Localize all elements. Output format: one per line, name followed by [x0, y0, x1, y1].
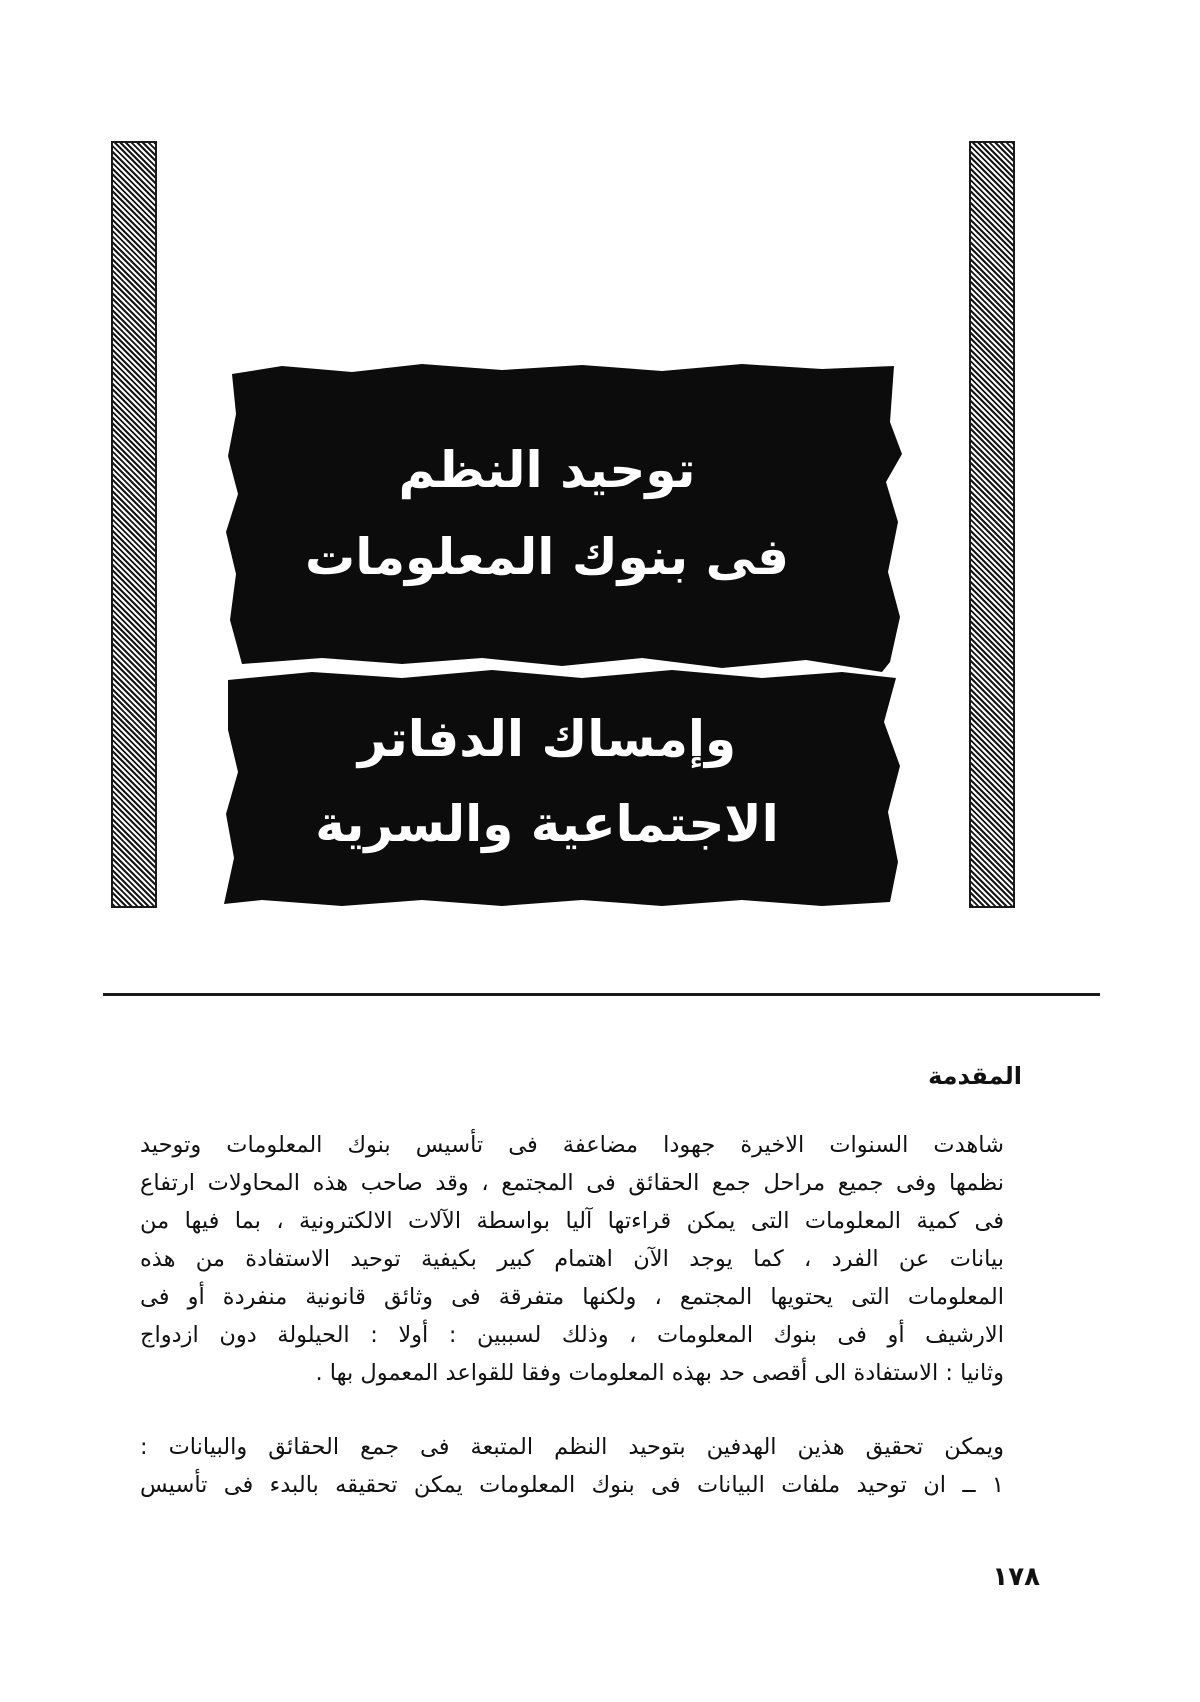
title-line-3: وإمساك الدفاتر [357, 710, 737, 768]
title-line-2: فى بنوك المعلومات [305, 528, 789, 586]
paragraph-1-line: بيانات عن الفرد ، كما يوجد الآن اهتمام كبير بكيفية توحيد الاستفادة من هذه [140, 1246, 1004, 1272]
title-line-4: الاجتماعية والسرية [315, 795, 779, 853]
paragraph-3 [140, 1466, 1004, 1504]
horizontal-divider [103, 993, 1100, 996]
paragraph-2-line: ويمكن تحقيق هذين الهدفين بتوحيد النظم المتبعة فى جمع الحقائق والبيانات : [140, 1434, 1004, 1460]
title-line-1: توحيد النظم [398, 441, 696, 499]
page-number: ١٧٨ [992, 1562, 1040, 1592]
paragraph-1-line: شاهدت السنوات الاخيرة جهودا مضاعفة فى تأسيس بنوك المعلومات وتوحيد [140, 1132, 1004, 1158]
section-heading: المقدمة [928, 1062, 1022, 1090]
paragraph-1-line: المعلومات التى يحتويها المجتمع ، ولكنها متفرقة فى وثائق قانونية منفردة أو فى [140, 1284, 1004, 1310]
title-block [222, 362, 902, 907]
paragraph-2 [140, 1428, 1004, 1466]
paragraph-1-line: فى كمية المعلومات التى يمكن قراءتها آليا بواسطة الآلات الالكترونية ، بما فيها من [140, 1208, 1004, 1234]
decorative-stripe-left [113, 143, 155, 906]
paragraph-1-line: نظمها وفى جميع مراحل جمع الحقائق فى المجتمع ، وقد صاحب هذه المحاولات ارتفاع [140, 1170, 1004, 1196]
paragraph-1-line: وثانيا : الاستفادة الى أقصى حد بهذه المعلومات وفقا للقواعد المعمول بها . [315, 1360, 1004, 1386]
paragraph-1 [140, 1126, 1004, 1392]
paragraph-3-line: ١ ــ ان توحيد ملفات البيانات فى بنوك المعلومات يمكن تحقيقه بالبدء فى تأسيس [140, 1472, 1004, 1498]
paragraph-1-line: الارشيف أو فى بنوك المعلومات ، وذلك لسببين : أولا : الحيلولة دون ازدواج [140, 1322, 1004, 1348]
decorative-stripe-right [971, 143, 1013, 906]
